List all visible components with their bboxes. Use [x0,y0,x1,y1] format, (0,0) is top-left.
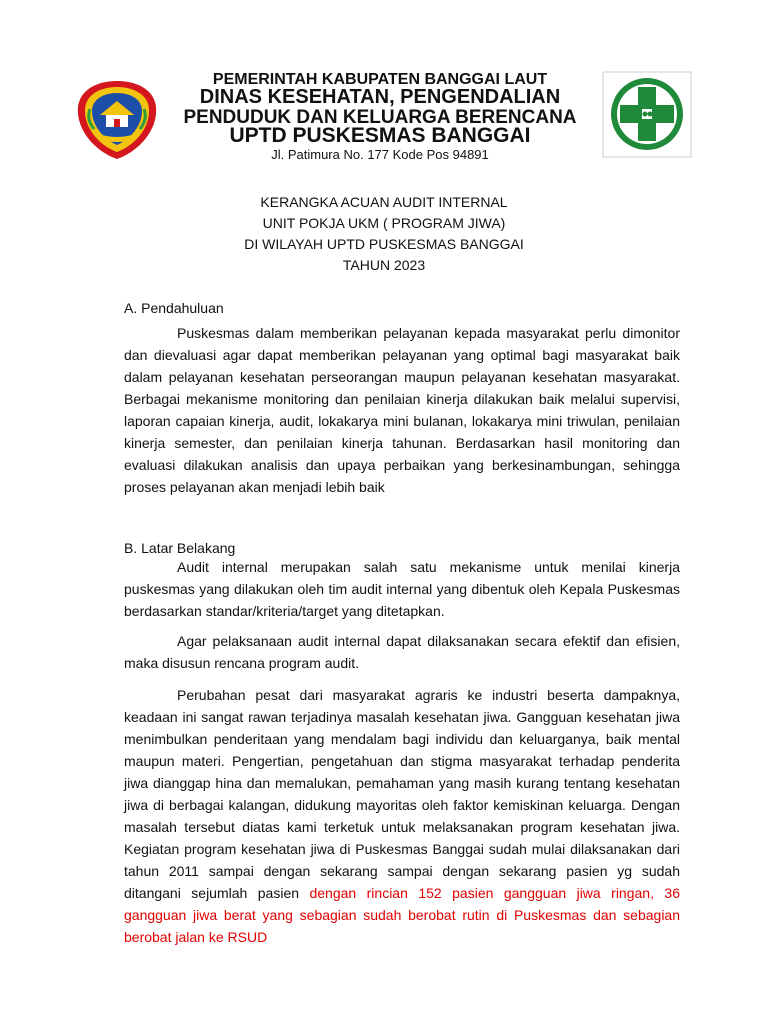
health-cross-logo [602,71,692,158]
header-address: Jl. Patimura No. 177 Kode Pos 94891 [271,147,489,162]
section-a-paragraph: Puskesmas dalam memberikan pelayanan kepada masyarakat perlu dimonitor dan dievaluasi agar dapat memberikan pelayanan yang optimal bagi masyarakat baik dalam pelayanan kesehatan perseorangan maupun pelayanan kesehatan masyarakat. Berbagai mekanisme monitoring dan penilaian kinerja dilakukan baik melalui supervisi, laporan capaian kinerja, audit, lokakarya mini bulanan, lokakarya mini triwulan, penilaian kinerja semester, dan penilaian kinerja tahunan. Berdasarkan hasil monitoring dan evaluasi dilakukan analisis dan upaya perbaikan yang berkesinambungan, sehingga proses pelayanan akan menjadi lebih baik [124,325,680,495]
kabupaten-emblem-logo [76,79,158,161]
paragraph-3-red-text: dengan rincian 152 pasien gangguan jiwa ringan, 36 gangguan jiwa berat yang sebagian sudah berobat rutin di Puskesmas dan sebagian berobat jalan ke RSUD [124,885,680,945]
section-a-heading: A. Pendahuluan [124,300,224,316]
section-b-heading: B. Latar Belakang [124,540,236,556]
section-b-paragraph-3 [124,684,680,948]
section-b-paragraph-1: Audit internal merupakan salah satu mekanisme untuk menilai kinerja puskesmas yang dilakukan oleh tim audit internal yang dibentuk oleh Kepala Puskesmas berdasarkan standar/kriteria/target yang ditetapkan. [124,559,680,619]
document-title-line-2: UNIT POKJA UKM ( PROGRAM JIWA) [262,215,506,231]
document-title-line-3: DI WILAYAH UPTD PUSKESMAS BANGGAI [244,236,524,252]
header-department-line: DINAS KESEHATAN, PENGENDALIAN [199,86,561,108]
paragraph-3-text: Perubahan pesat dari masyarakat agraris ke industri beserta dampaknya, keadaan ini sangat rawan terjadinya masalah kesehatan jiwa. Gangguan kesehatan jiwa menimbulkan penderitaan yang mendalam bagi individu dan keluarganya, baik mental maupun materi. Pengertian, pengetahuan dan stigma masyarakat terhadap penderita jiwa dianggap hina dan memalukan, pemahaman yang masih kurang tentang kesehatan jiwa di berbagai kalangan, didukung mayoritas oleh faktor kemiskinan keluarga. Dengan masalah tersebut diatas kami terketuk untuk melaksanakan program kesehatan jiwa. Kegiatan program kesehatan jiwa di Puskesmas Banggai sudah mulai dilaksanakan dari tahun 2011 sampai dengan sekarang sampai dengan sekarang pasien yg sudah ditangani sejumlah pasien [124,687,680,901]
document-title-line-1: KERANGKA ACUAN AUDIT INTERNAL [260,194,508,210]
header-organization-name: UPTD PUSKESMAS BANGGAI [229,124,531,147]
header-government-line: PEMERINTAH KABUPATEN BANGGAI LAUT [212,71,548,88]
header-department-line-2: PENDUDUK DAN KELUARGA BERENCANA [183,107,577,128]
section-b-paragraph-2: Agar pelaksanaan audit internal dapat dilaksanakan secara efektif dan efisien, maka disusun rencana program audit. [124,633,680,671]
document-title-line-4: TAHUN 2023 [342,257,426,273]
